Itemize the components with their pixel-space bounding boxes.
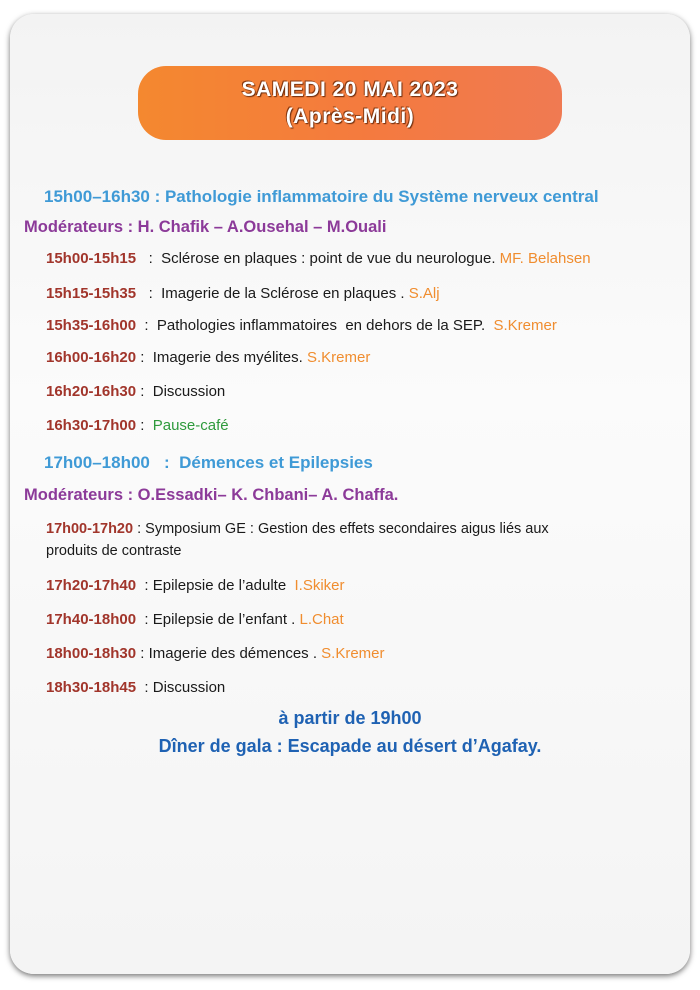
item-topic: Imagerie de la Sclérose en plaques . (161, 285, 409, 302)
item-time: 18h00-18h30 (46, 645, 137, 662)
item-time: 15h15-15h35 (46, 285, 137, 302)
session-2-title: 17h00–18h00 : Démences et Epilepsies (44, 453, 373, 472)
item-speaker: L.Chat (299, 611, 344, 628)
item-topic: Pathologies inflammatoires en dehors de la SEP. (156, 317, 494, 334)
gala-dinner: Dîner de gala : Escapade au désert d’Agafay. (158, 736, 542, 756)
session-1-title: 15h00–16h30 : Pathologie inflammatoire du Système nerveux central (44, 187, 599, 206)
item-speaker: S.Kremer (493, 317, 557, 334)
item-time: 17h00-17h20 (46, 521, 134, 537)
item-time: 15h35-16h00 (46, 317, 137, 334)
item-time: 16h20-16h30 (46, 383, 137, 400)
pause-label: Pause-café (152, 417, 229, 434)
banner-date: SAMEDI 20 MAI 2023 (241, 78, 459, 101)
item-speaker: S.Alj (408, 285, 440, 302)
item-speaker: S.Kremer (321, 645, 385, 662)
program-item: 15h35-16h00 : Pathologies inflammatoires en dehors de la SEP. S.Kremer (46, 317, 557, 334)
program-item: 17h40-18h00 : Epilepsie de l’enfant . L.Chat (46, 611, 344, 628)
date-banner (138, 66, 562, 140)
program-item: 15h00-15h15 : Sclérose en plaques : point de vue du neurologue. MF. Belahsen (46, 250, 591, 267)
item-topic: Discussion (152, 383, 226, 400)
program-item: 18h00-18h30 : Imagerie des démences . S.Kremer (46, 645, 385, 662)
program-item: 15h15-15h35 : Imagerie de la Sclérose en plaques . S.Alj (46, 285, 440, 302)
item-topic: Epilepsie de l’enfant . (152, 611, 300, 628)
program-item: 17h20-17h40 : Epilepsie de l’adulte I.Skiker (46, 577, 345, 594)
item-time: 17h20-17h40 (46, 577, 137, 594)
item-speaker: MF. Belahsen (499, 250, 591, 267)
program-item: 17h00-17h20 : Symposium GE : Gestion des effets secondaires aigus liés aux (46, 521, 549, 537)
program-item: 18h30-18h45 : Discussion (46, 679, 226, 696)
program-item: 16h30-17h00 : Pause-café (46, 417, 229, 434)
program-item: 16h00-16h20 : Imagerie des myélites. S.Kremer (46, 349, 371, 366)
item-topic: Imagerie des myélites. (152, 349, 307, 366)
item-time: 15h00-15h15 (46, 250, 137, 267)
item-time: 16h30-17h00 (46, 417, 137, 434)
item-topic-continued: produits de contraste (46, 543, 182, 559)
program-item: 16h20-16h30 : Discussion (46, 383, 226, 400)
session-1-moderators: Modérateurs : H. Chafik – A.Ousehal – M.Ouali (24, 218, 387, 236)
item-time: 18h30-18h45 (46, 679, 137, 696)
item-speaker: I.Skiker (294, 577, 345, 594)
item-topic: Epilepsie de l’adulte (152, 577, 295, 594)
item-time: 16h00-16h20 (46, 349, 137, 366)
session-2-moderators: Modérateurs : O.Essadki– K. Chbani– A. Chaffa. (24, 486, 399, 504)
item-topic: Sclérose en plaques : point de vue du neurologue. (161, 250, 500, 267)
item-topic: Symposium GE : Gestion des effets secondaires aigus liés aux (145, 521, 549, 537)
gala-time: à partir de 19h00 (278, 708, 422, 728)
item-topic: Imagerie des démences . (148, 645, 322, 662)
banner-period: (Après-Midi) (285, 105, 415, 128)
item-speaker: S.Kremer (306, 349, 371, 366)
item-topic: Discussion (152, 679, 226, 696)
item-time: 17h40-18h00 (46, 611, 137, 628)
